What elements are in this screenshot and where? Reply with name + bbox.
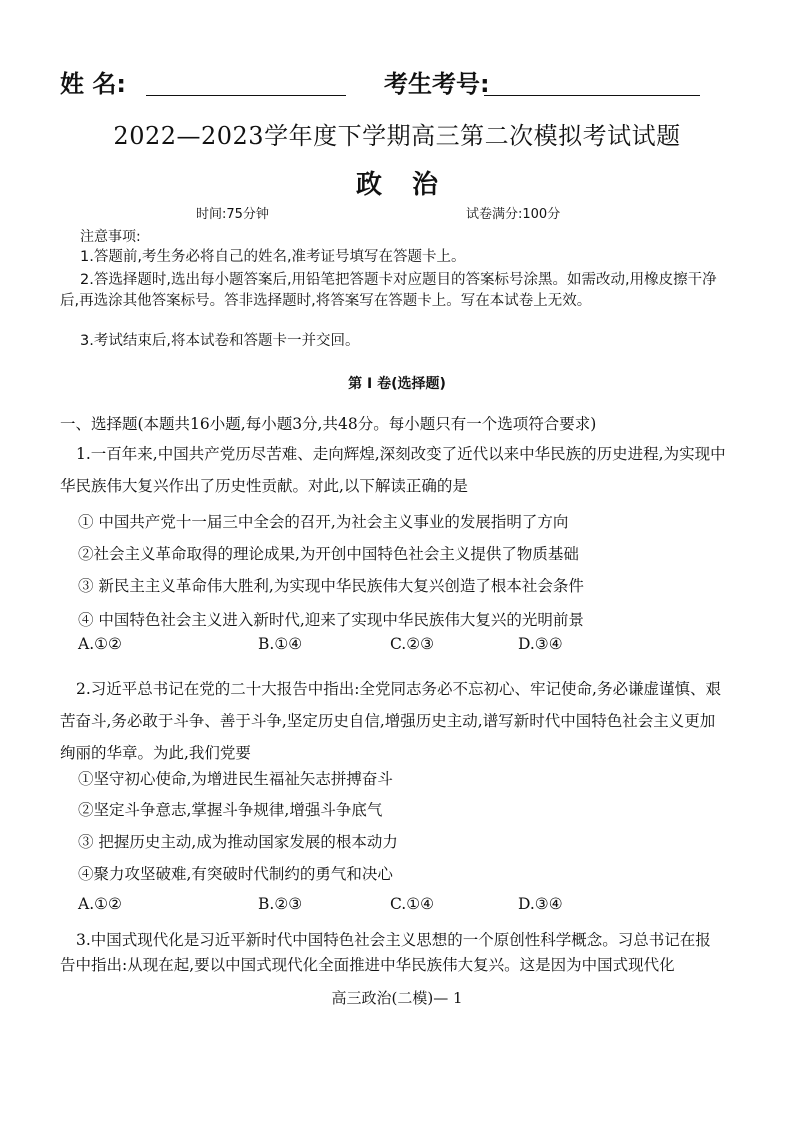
question-3-stem: 3.中国式现代化是习近平新时代中国特色社会主义思想的一个原创性科学概念。习总书记在报告中指出:从现在起,要以中国式现代化全面推进中华民族伟大复兴。这是因为中国式现代化	[60, 931, 711, 974]
section-title: 第 Ⅰ 卷(选择题)	[348, 376, 446, 392]
exam-title: 2022—2023学年度下学期高三第二次模拟考试试题	[113, 122, 681, 150]
question-1-choice-b: B.①④	[258, 635, 303, 653]
subject-title: 政治	[355, 170, 468, 200]
question-1-choice-a: A.①②	[78, 635, 122, 653]
name-label: 姓 名:	[60, 70, 126, 98]
question-1-stem: 1.一百年来,中国共产党历尽苦难、走向辉煌,深刻改变了近代以来中华民族的历史进程,为实现中华民族伟大复兴作出了历史性贡献。对此,以下解读正确的是	[60, 445, 726, 495]
question-2-choice-c: C.①④	[390, 895, 435, 913]
question-2-choice-d: D.③④	[518, 895, 563, 913]
notice-item: 1.答题前,考生务必将自己的姓名,准考证号填写在答题卡上。	[80, 249, 466, 265]
name-blank-line	[146, 95, 346, 96]
notice-item: 2.答选择题时,选出每小题答案后,用铅笔把答题卡对应题目的答案标号涂黑。如需改动,用橡皮擦干净后,再选涂其他答案标号。答非选择题时,将答案写在答题卡上。写在本试卷上无效。	[60, 272, 717, 309]
student-id-label: 考生考号:	[384, 70, 490, 98]
notice-title: 注意事项:	[80, 229, 141, 245]
question-1-option: ④ 中国特色社会主义进入新时代,迎来了实现中华民族伟大复兴的光明前景	[78, 611, 584, 629]
question-2-option: ①坚守初心使命,为增进民生福祉矢志拼搏奋斗	[78, 770, 393, 788]
full-score: 试卷满分:100分	[466, 207, 561, 222]
question-2-option: ③ 把握历史主动,成为推动国家发展的根本动力	[78, 833, 398, 851]
question-1-choice-c: C.②③	[390, 635, 435, 653]
question-2-choice-b: B.②③	[258, 895, 303, 913]
exam-time: 时间:75分钟	[196, 207, 269, 222]
part-heading: 一、选择题(本题共16小题,每小题3分,共48分。每小题只有一个选项符合要求)	[60, 415, 597, 433]
question-2-stem: 2.习近平总书记在党的二十大报告中指出:全党同志务必不忘初心、牢记使命,务必谦虚谨慎、艰苦奋斗,务必敢于斗争、善于斗争,坚定历史自信,增强历史主动,谱写新时代中国特色社会主义更加绚丽的华章。为此,我们党要	[60, 680, 721, 762]
page-footer: 高三政治(二模)— 1	[331, 989, 463, 1007]
student-id-blank-line	[484, 95, 700, 96]
notice-item: 3.考试结束后,将本试卷和答题卡一并交回。	[80, 333, 360, 349]
question-1-option: ③ 新民主主义革命伟大胜利,为实现中华民族伟大复兴创造了根本社会条件	[78, 577, 584, 595]
question-1-choice-d: D.③④	[518, 635, 563, 653]
question-2-option: ②坚定斗争意志,掌握斗争规律,增强斗争底气	[78, 801, 383, 819]
question-2-option: ④聚力攻坚破难,有突破时代制约的勇气和决心	[78, 865, 393, 883]
question-2-choice-a: A.①②	[78, 895, 122, 913]
question-1-option: ① 中国共产党十一届三中全会的召开,为社会主义事业的发展指明了方向	[78, 513, 569, 531]
question-1-option: ②社会主义革命取得的理论成果,为开创中国特色社会主义提供了物质基础	[78, 545, 579, 563]
